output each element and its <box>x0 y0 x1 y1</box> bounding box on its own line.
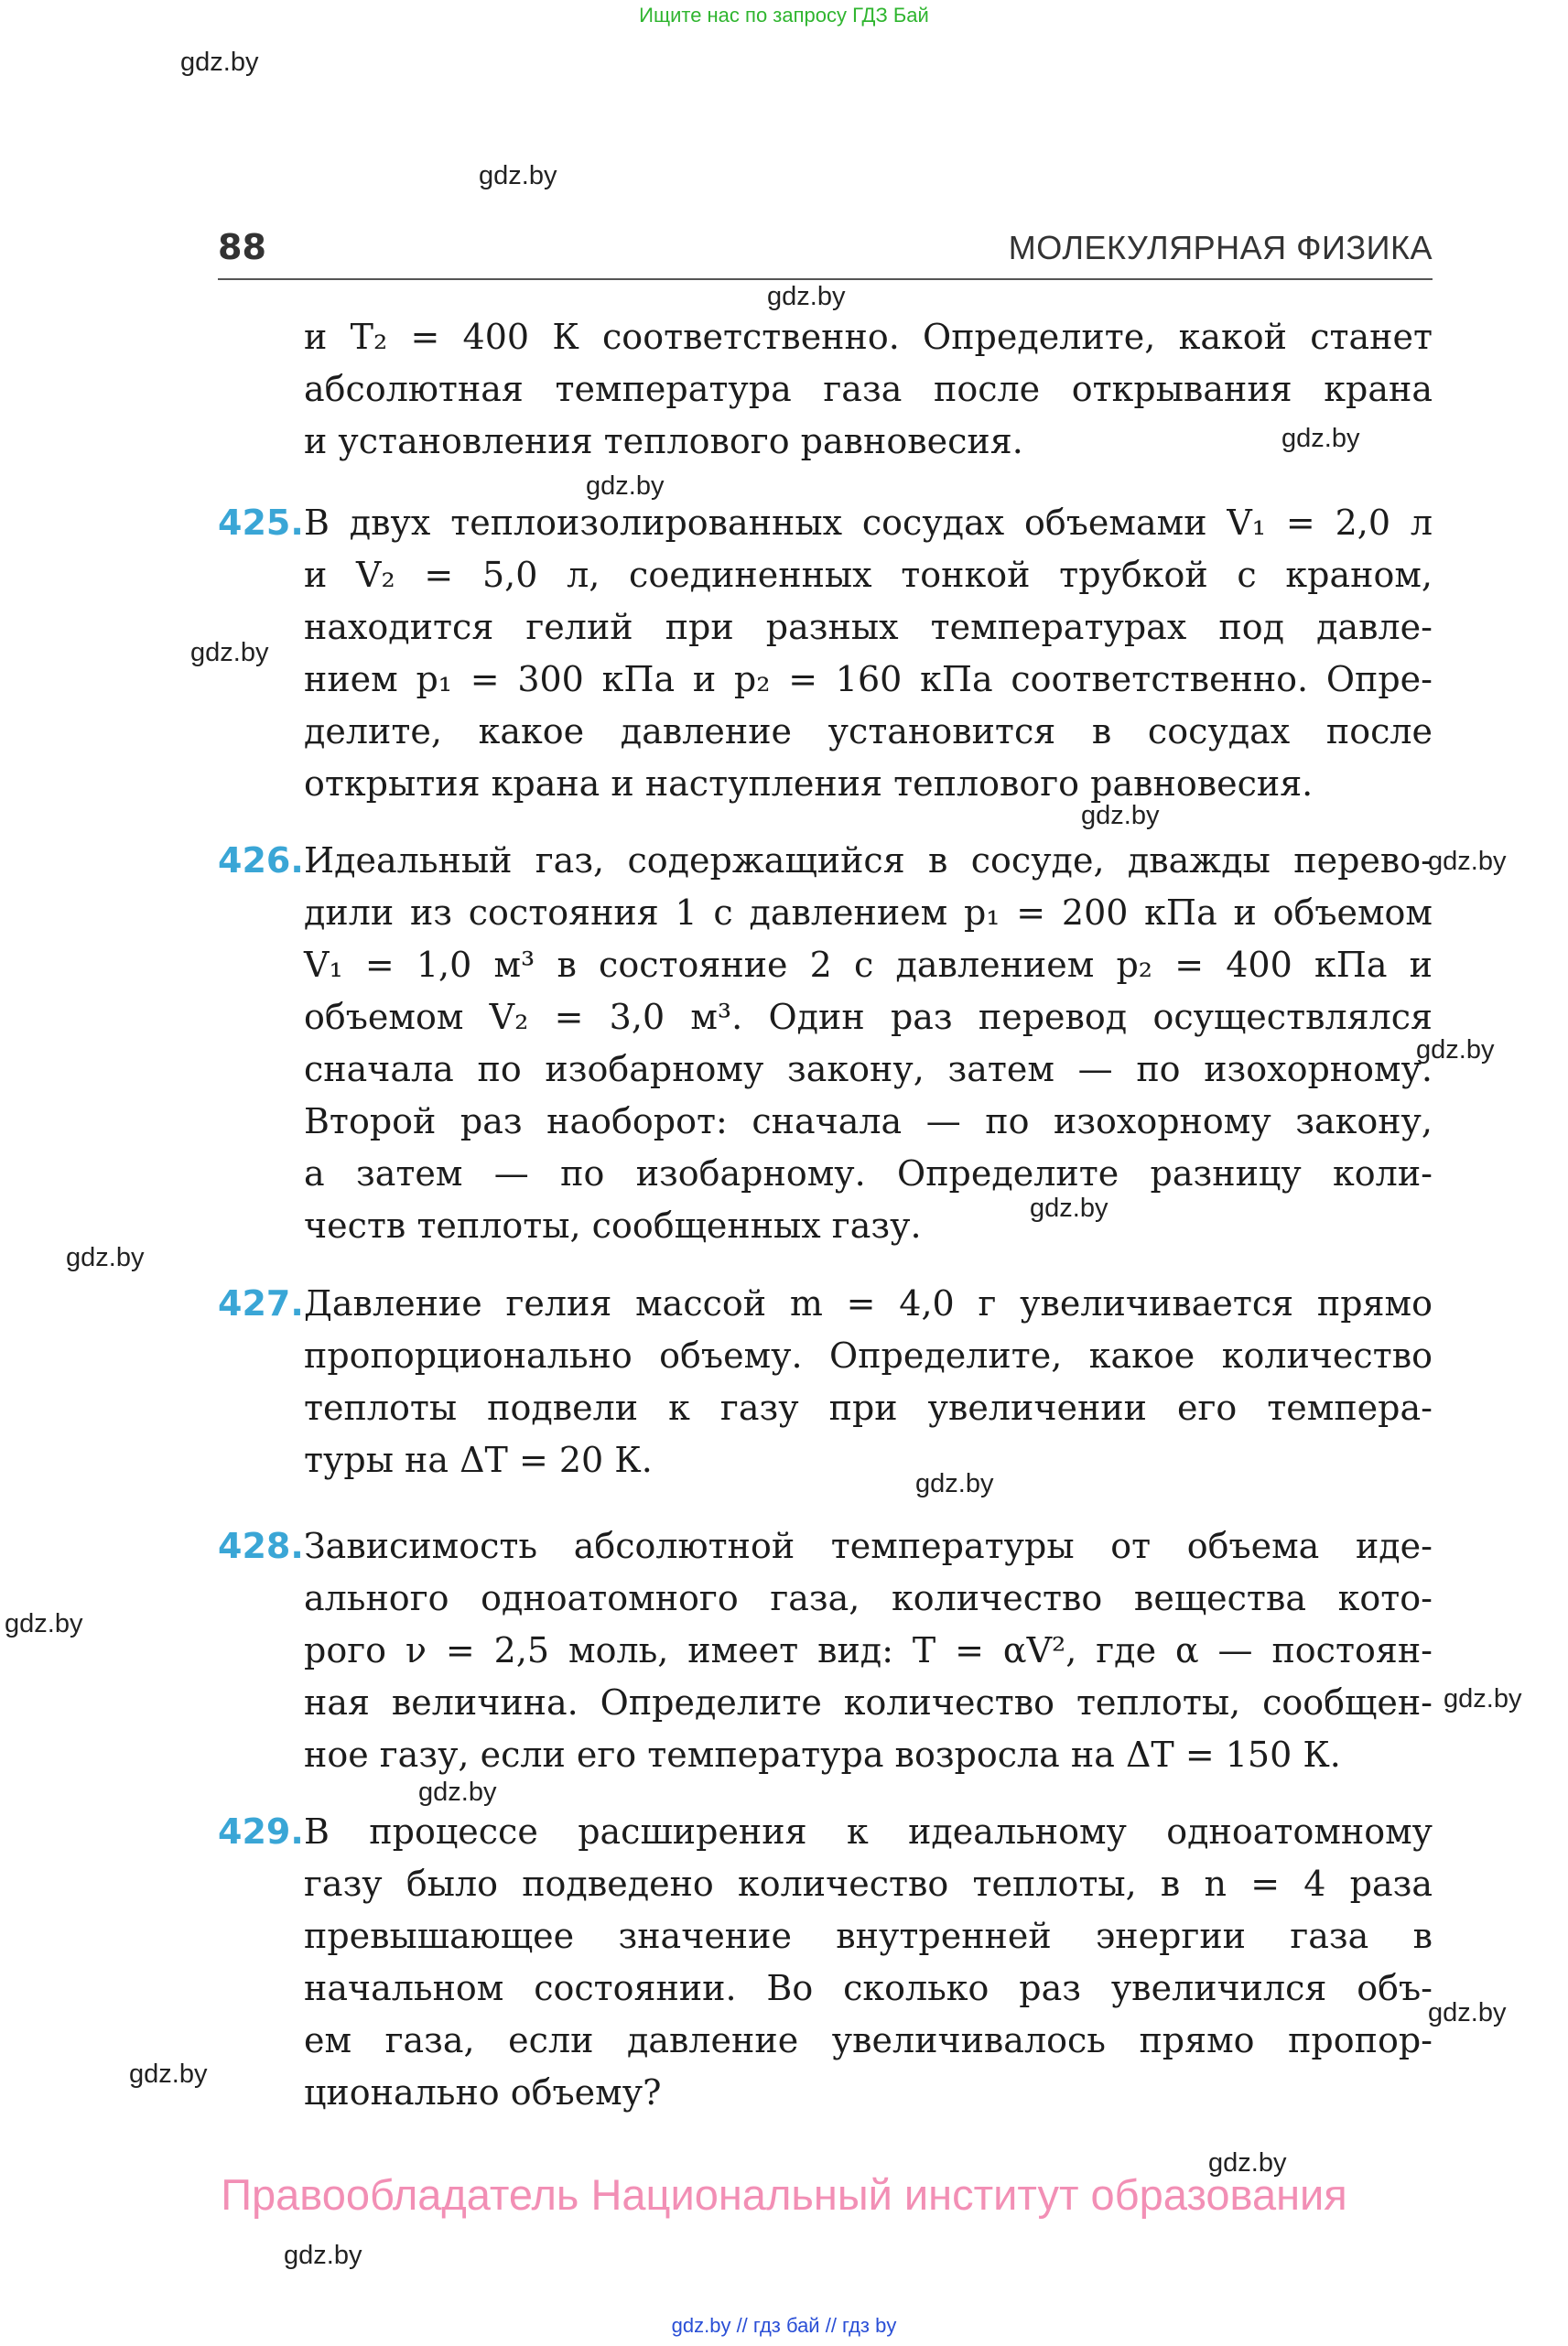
watermark: gdz.by <box>1428 847 1507 876</box>
watermark: gdz.by <box>1081 801 1160 830</box>
problem-425-text <box>304 497 1433 810</box>
watermark: gdz.by <box>418 1778 497 1807</box>
text-line: открытия крана и наступления теплового равновесия. <box>304 763 1314 804</box>
problem-427-text <box>304 1278 1433 1487</box>
text-line: теплоты подвели к газу при увеличении его темпера- <box>304 1388 1433 1428</box>
copyright-footer: Правообладатель Национальный институт образования <box>221 2170 1347 2219</box>
text-line: а затем — по изобарному. Определите разницу коли- <box>304 1153 1433 1194</box>
watermark: gdz.by <box>190 638 269 667</box>
text-line: делите, какое давление установится в сосудах после <box>304 711 1433 751</box>
watermark: gdz.by <box>1444 1684 1522 1714</box>
text-line: и T₂ = 400 К соответственно. Определите, какой станет <box>304 317 1433 357</box>
text-line: превышающее значение внутренней энергии газа в <box>304 1916 1433 1956</box>
text-line: Зависимость абсолютной температуры от объема иде- <box>304 1526 1433 1566</box>
text-line: нием p₁ = 300 кПа и p₂ = 160 кПа соответственно. Опре- <box>304 659 1433 699</box>
bottom-links[interactable]: gdz.by // гдз бай // гдз by <box>671 2314 897 2337</box>
watermark: gdz.by <box>479 161 557 190</box>
watermark: gdz.by <box>1281 424 1360 453</box>
watermark: gdz.by <box>586 471 665 501</box>
problem-428-text <box>304 1520 1433 1781</box>
watermark: gdz.by <box>180 48 259 77</box>
text-line: ная величина. Определите количество теплоты, сообщен- <box>304 1682 1433 1723</box>
watermark: gdz.by <box>129 2060 208 2089</box>
text-line: Давление гелия массой m = 4,0 г увеличивается прямо <box>304 1283 1433 1324</box>
text-line: начальном состоянии. Во сколько раз увеличился объ- <box>304 1968 1433 2008</box>
text-line: В двух теплоизолированных сосудах объемами V₁ = 2,0 л <box>304 503 1433 543</box>
watermark: gdz.by <box>1030 1194 1108 1223</box>
text-line: Идеальный газ, содержащийся в сосуде, дважды перево- <box>304 840 1433 881</box>
continuation-text <box>304 311 1433 468</box>
watermark: gdz.by <box>1208 2148 1287 2178</box>
text-line: газу было подведено количество теплоты, в n = 4 раза <box>304 1864 1433 1904</box>
page-number: 88 <box>218 227 266 267</box>
header-divider <box>218 278 1433 280</box>
problem-426-text <box>304 835 1433 1252</box>
section-title: МОЛЕКУЛЯРНАЯ ФИЗИКА <box>1008 229 1433 266</box>
problem-429-text <box>304 1806 1433 2119</box>
watermark: gdz.by <box>284 2241 362 2270</box>
text-line: В процессе расширения к идеальному одноатомному <box>304 1811 1433 1852</box>
problem-number: 428. <box>218 1526 304 1566</box>
text-line: ем газа, если давление увеличивалось прямо пропор- <box>304 2020 1433 2060</box>
text-line: сначала по изобарному закону, затем — по изохорному. <box>304 1049 1433 1089</box>
text-line: туры на ΔT = 20 К. <box>304 1440 653 1480</box>
text-line: V₁ = 1,0 м³ в состояние 2 с давлением p₂ = 400 кПа и <box>304 945 1433 985</box>
text-line: пропорционально объему. Определите, какое количество <box>304 1335 1433 1376</box>
text-line: абсолютная температура газа после открывания крана <box>304 369 1433 409</box>
text-line: ное газу, если его температура возросла на ΔT = 150 К. <box>304 1735 1341 1775</box>
problem-number: 429. <box>218 1811 304 1852</box>
text-line: ального одноатомного газа, количество вещества кото- <box>304 1578 1433 1618</box>
text-line: и установления теплового равновесия. <box>304 421 1023 461</box>
watermark: gdz.by <box>5 1609 83 1638</box>
text-line: объемом V₂ = 3,0 м³. Один раз перевод осуществлялся <box>304 997 1433 1037</box>
text-line: честв теплоты, сообщенных газу. <box>304 1205 922 1246</box>
text-line: дили из состояния 1 с давлением p₁ = 200 кПа и объемом <box>304 892 1433 933</box>
watermark: gdz.by <box>1428 1998 1507 2027</box>
watermark: gdz.by <box>767 282 846 311</box>
problem-number: 426. <box>218 840 304 881</box>
text-line: рого ν = 2,5 моль, имеет вид: T = αV², где α — постоян- <box>304 1630 1433 1670</box>
text-line: находится гелий при разных температурах под давле- <box>304 607 1433 647</box>
watermark: gdz.by <box>915 1469 994 1498</box>
watermark: gdz.by <box>1416 1035 1495 1065</box>
problem-number: 425. <box>218 503 304 543</box>
top-search-hint[interactable]: Ищите нас по запросу ГДЗ Бай <box>639 4 929 27</box>
watermark: gdz.by <box>66 1243 145 1272</box>
text-line: и V₂ = 5,0 л, соединенных тонкой трубкой с краном, <box>304 555 1433 595</box>
problem-number: 427. <box>218 1283 304 1324</box>
text-line: ционально объему? <box>304 2072 662 2113</box>
text-line: Второй раз наоборот: сначала — по изохорному закону, <box>304 1101 1433 1141</box>
